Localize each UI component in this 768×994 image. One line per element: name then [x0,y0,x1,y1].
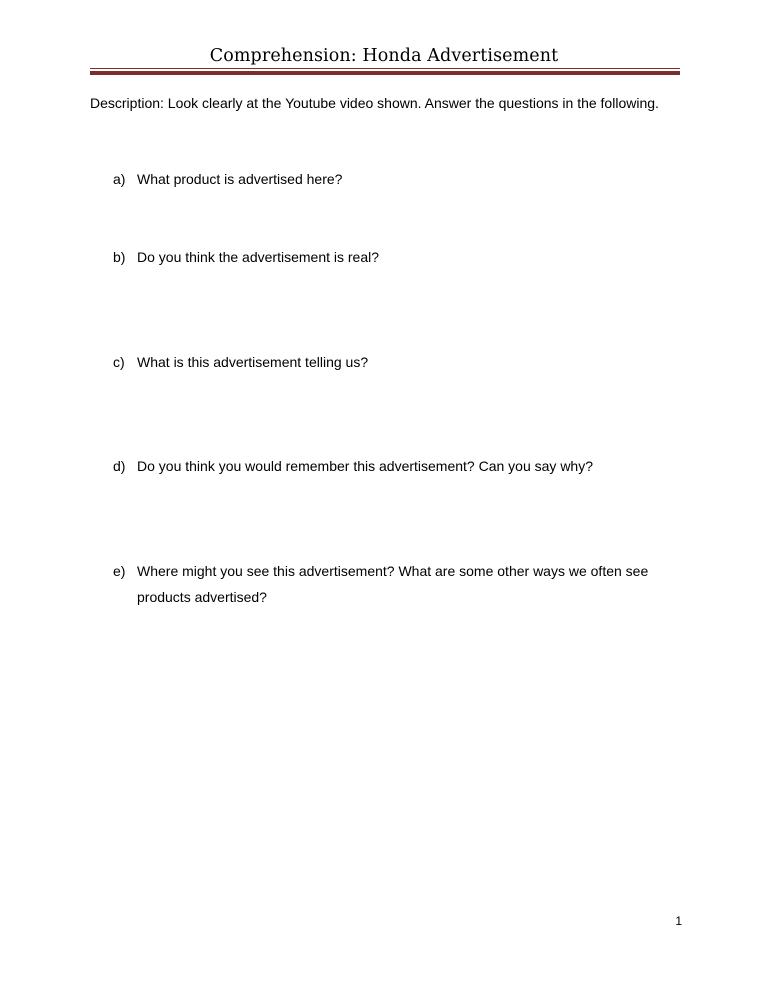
question-letter: b) [113,249,126,265]
question-text: What product is advertised here? [137,171,343,187]
question-text: Do you think you would remember this advertisement? Can you say why? [137,458,593,474]
question-c [113,350,673,374]
question-letter: d) [113,458,126,474]
question-text: Where might you see this advertisement? What are some other ways we often see products advertised? [137,563,649,605]
header-rule-thin [90,68,680,69]
question-b [113,245,673,269]
page-title: Comprehension: Honda Advertisement [209,46,559,66]
question-text: Do you think the advertisement is real? [137,249,380,265]
header-rule-thick [90,71,680,75]
description-text: Description: Look clearly at the Youtube video shown. Answer the questions in the following. [90,95,659,111]
page-number: 1 [675,914,682,928]
question-d [113,454,673,478]
question-a [113,167,673,191]
question-text: What is this advertisement telling us? [137,354,369,370]
question-letter: a) [113,171,126,187]
question-e [113,558,673,610]
question-letter: e) [113,563,126,579]
question-letter: c) [113,354,125,370]
